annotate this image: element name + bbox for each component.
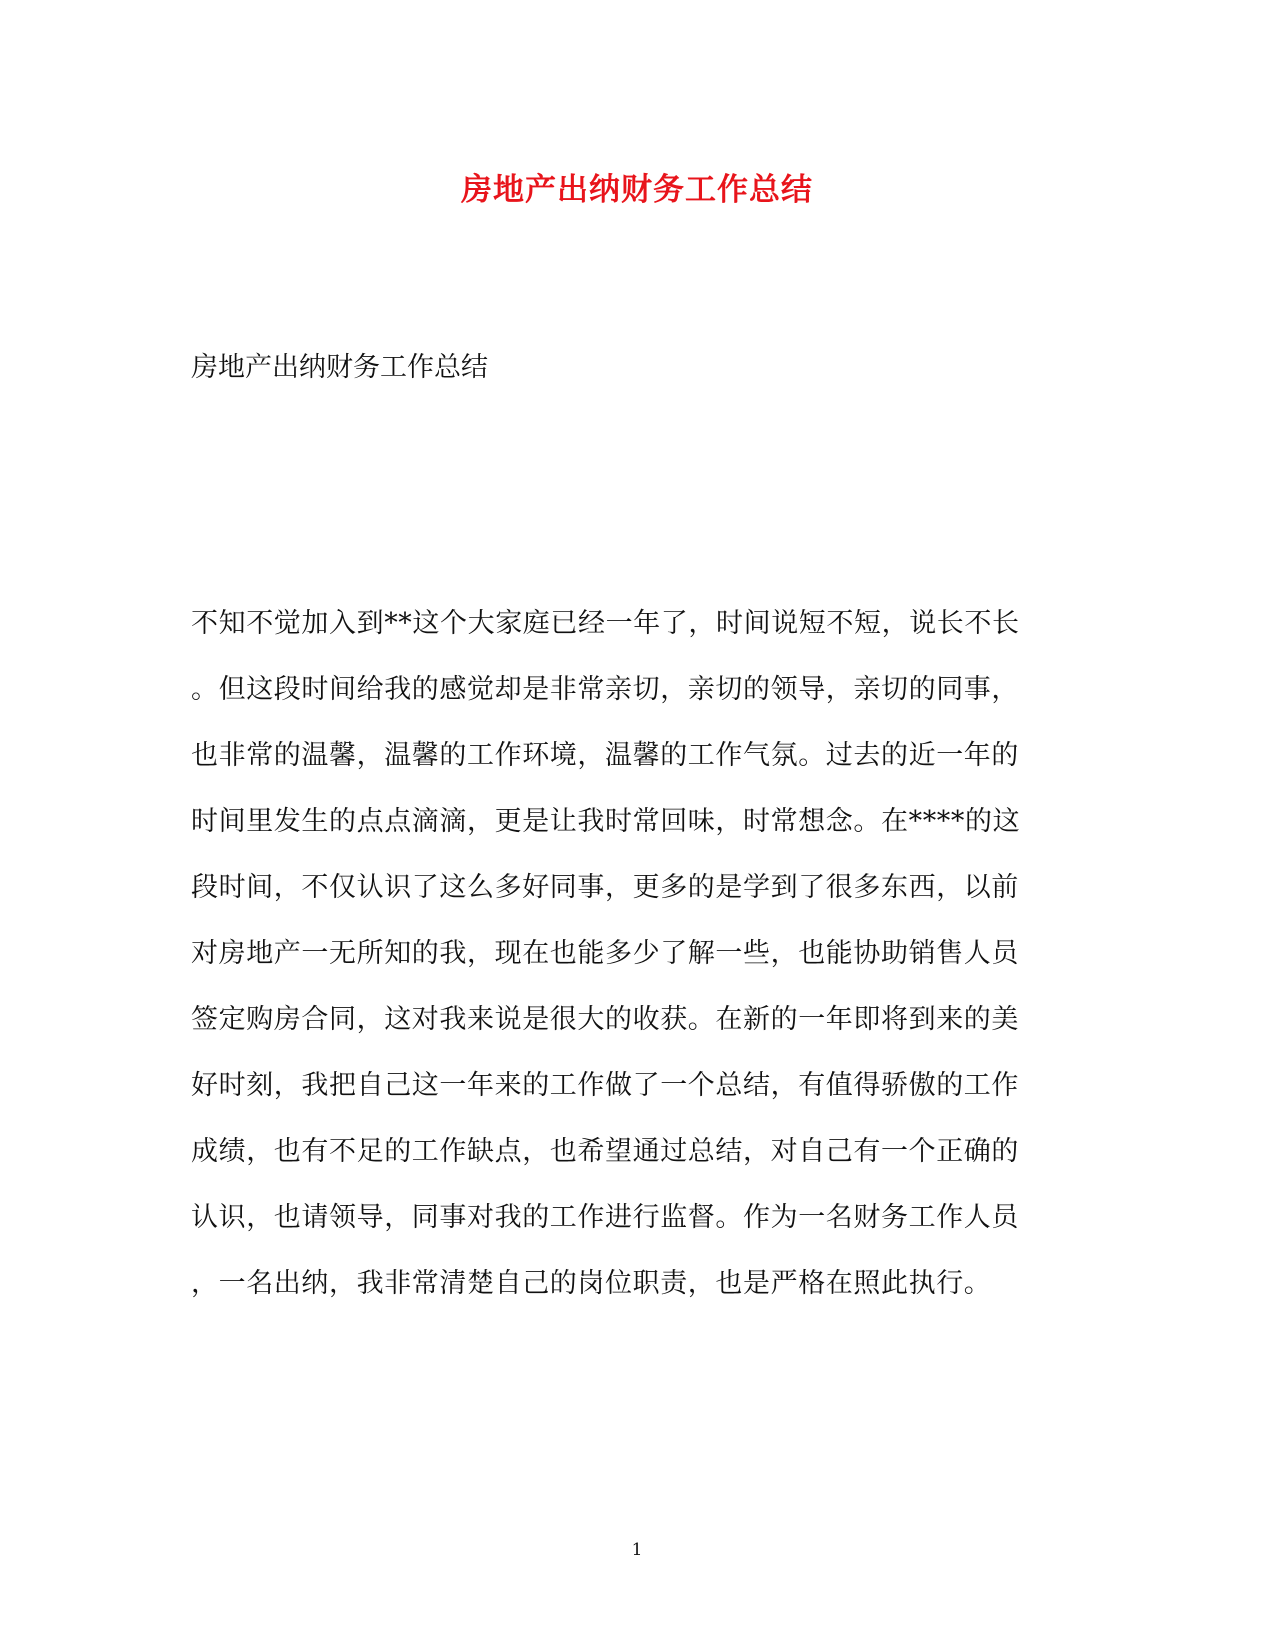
body-line: 签定购房合同，这对我来说是很大的收获。在新的一年即将到来的美	[191, 1004, 1019, 1035]
document-subtitle: 房地产出纳财务工作总结	[191, 352, 488, 383]
body-line: 好时刻，我把自己这一年来的工作做了一个总结，有值得骄傲的工作	[191, 1070, 1019, 1101]
body-line: ，一名出纳，我非常清楚自己的岗位职责，也是严格在照此执行。	[191, 1268, 992, 1299]
body-line: 对房地产一无所知的我，现在也能多少了解一些，也能协助销售人员	[191, 938, 1019, 969]
body-line: 成绩，也有不足的工作缺点，也希望通过总结，对自己有一个正确的	[191, 1136, 1019, 1167]
body-line: 段时间，不仅认识了这么多好同事，更多的是学到了很多东西，以前	[191, 872, 1019, 903]
body-line: 时间里发生的点点滴滴，更是让我时常回味，时常想念。在****的这	[191, 806, 1021, 837]
page-number: 1	[631, 1540, 643, 1560]
body-line: 。但这段时间给我的感觉却是非常亲切，亲切的领导，亲切的同事，	[191, 674, 1019, 705]
body-paragraph	[191, 604, 1071, 1330]
page-title: 房地产出纳财务工作总结	[461, 172, 813, 208]
body-line: 认识，也请领导，同事对我的工作进行监督。作为一名财务工作人员	[191, 1202, 1019, 1233]
body-line: 不知不觉加入到**这个大家庭已经一年了，时间说短不短，说长不长	[191, 608, 1020, 639]
body-line: 也非常的温馨，温馨的工作环境，温馨的工作气氛。过去的近一年的	[191, 740, 1019, 771]
